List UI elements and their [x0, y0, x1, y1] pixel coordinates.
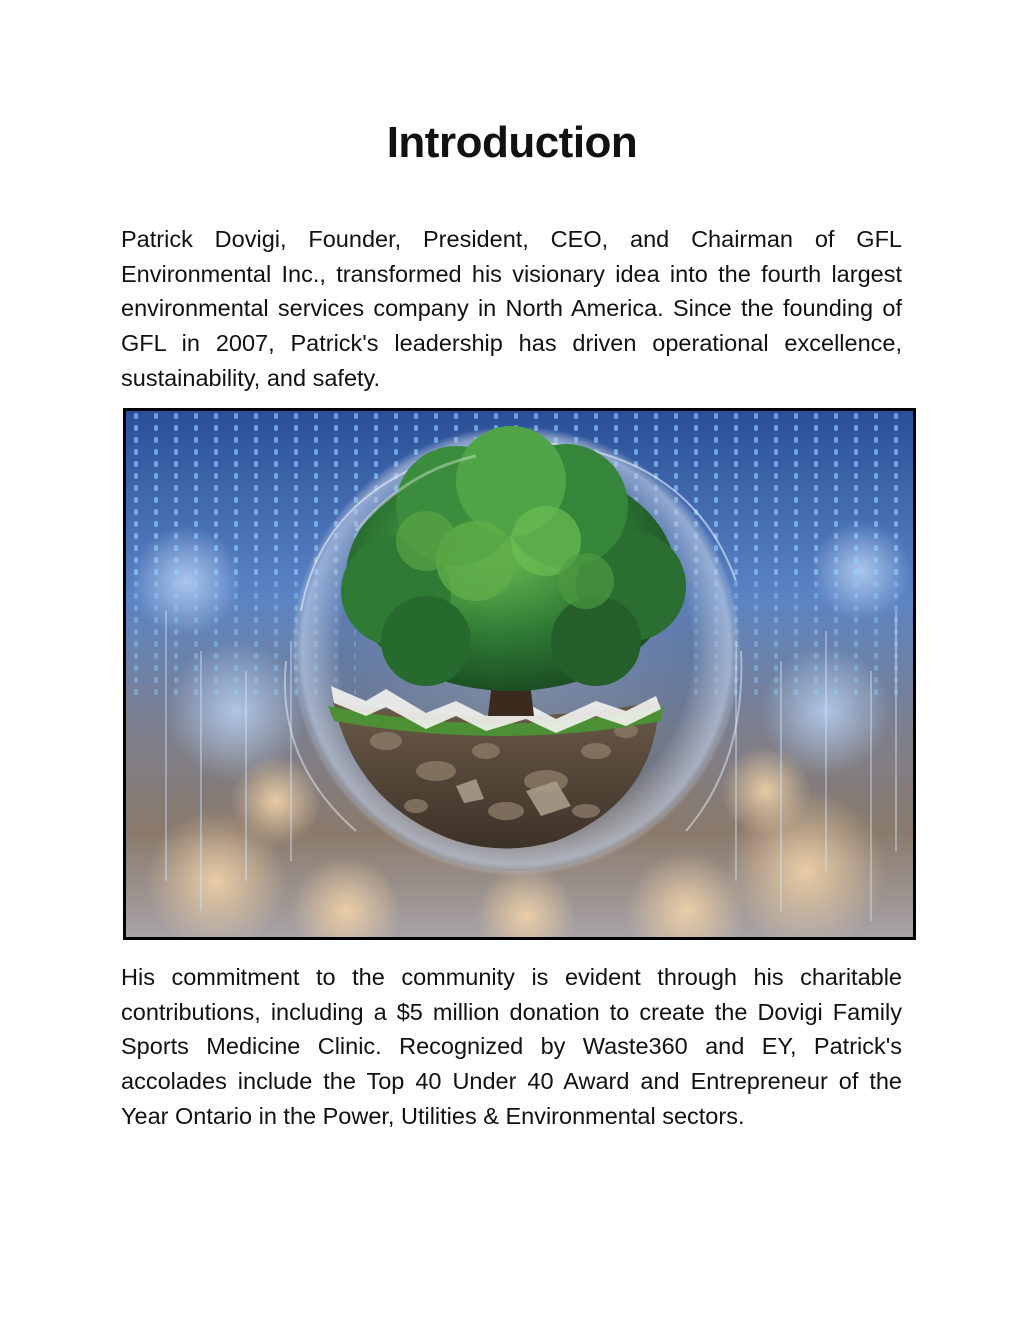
community-paragraph: His commitment to the community is evident through his charitable contributions, including a $5 million donation to create the Dovigi Family Sports Medicine Clinic. Recognized by Waste360 and EY, Patrick's accolades include the Top 40 Under 40 Award and Entrepreneur of the Year Ontario in the Power, Utilities & Environmental sectors.: [121, 964, 902, 1129]
intro-paragraph: Patrick Dovigi, Founder, President, CEO, and Chairman of GFL Environmental Inc., transformed his visionary idea into the fourth largest environmental services company in North America. Since the founding of GFL in 2007, Patrick's leadership has driven operational excellence, sustainability, and safety.: [121, 226, 902, 391]
tree-globe-image: [123, 408, 916, 940]
page-title: Introduction: [386, 118, 638, 167]
tree-globe-illustration: [126, 411, 913, 937]
